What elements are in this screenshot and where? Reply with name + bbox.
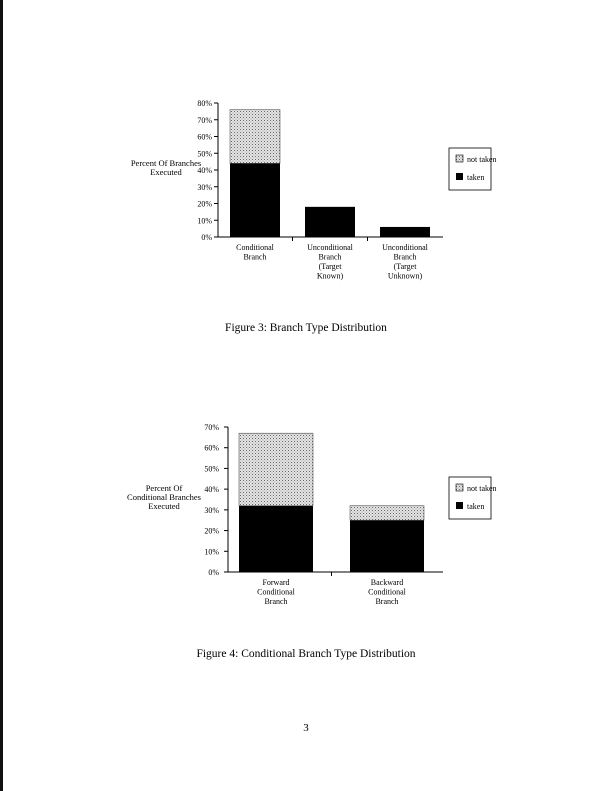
chart2-y-tick-label: 10% — [204, 547, 219, 557]
chart1-bar-not-taken — [230, 110, 280, 164]
chart2-y-tick-label: 0% — [208, 568, 219, 577]
chart1-category-label: Unknown) — [387, 271, 423, 281]
chart1-category-label: (Target — [393, 262, 417, 271]
chart1-category-label: Unconditional — [382, 243, 428, 252]
chart2-category-label: Backward — [370, 578, 404, 587]
chart1-y-tick-label: 70% — [197, 115, 212, 125]
chart2-y-axis-label: Percent Of — [145, 483, 183, 493]
chart2-y-axis-label: Executed — [148, 501, 180, 511]
chart2-category-label: Forward — [262, 578, 290, 587]
chart1-legend-swatch-taken — [456, 173, 463, 180]
chart2-bar-taken — [350, 520, 424, 572]
chart1-legend-swatch-not-taken — [456, 155, 463, 162]
chart1-bar-taken — [230, 163, 280, 237]
chart1-legend-label-taken: taken — [467, 173, 485, 182]
chart1-y-tick-label: 20% — [197, 199, 212, 209]
figure-3-caption: Figure 3: Branch Type Distribution — [225, 322, 387, 334]
chart1-y-tick-label: 10% — [197, 216, 212, 226]
chart1-bar-taken — [305, 207, 355, 237]
chart2-legend-label-not-taken: not taken — [467, 484, 497, 493]
chart2-category-label: Conditional — [368, 587, 406, 597]
chart2-y-tick-label: 60% — [204, 443, 219, 453]
chart1-category-label: Branch — [393, 252, 417, 262]
chart1-bar-taken — [380, 227, 430, 237]
chart1-y-tick-label: 30% — [197, 182, 212, 192]
chart2-y-tick-label: 30% — [204, 505, 219, 515]
chart2-y-tick-label: 20% — [204, 526, 219, 536]
chart2-y-tick-label: 70% — [204, 423, 219, 432]
chart1-y-tick-label: 50% — [197, 149, 212, 159]
chart2-legend-swatch-not-taken — [456, 484, 463, 491]
chart2-bar-not-taken — [239, 433, 313, 506]
chart2-bar-taken — [239, 506, 313, 572]
chart1-category-label: Branch — [318, 252, 342, 262]
chart1-y-axis-label: Executed — [150, 167, 182, 177]
chart1-category-label: Conditional — [236, 243, 274, 252]
chart1-y-tick-label: 40% — [197, 166, 212, 175]
figure-4-caption: Figure 4: Conditional Branch Type Distribution — [196, 648, 416, 660]
chart1-category-label: Known) — [316, 271, 344, 281]
chart1-category-label: Branch — [243, 252, 267, 262]
chart1-y-tick-label: 0% — [201, 233, 212, 242]
chart1-y-tick-label: 80% — [197, 99, 212, 108]
chart1-y-axis-label: Percent Of Branches — [130, 158, 202, 168]
chart1-y-tick-label: 60% — [197, 132, 212, 142]
chart2-bar-not-taken — [350, 506, 424, 521]
chart2-legend-label-taken: taken — [467, 502, 485, 511]
chart1-category-label: Unconditional — [307, 243, 353, 252]
chart1-category-label: (Target — [318, 262, 342, 271]
chart2-category-label: Branch — [375, 597, 399, 606]
chart2-y-tick-label: 50% — [204, 464, 219, 474]
chart2-legend-swatch-taken — [456, 502, 463, 509]
chart1-legend-label-not-taken: not taken — [467, 155, 497, 164]
chart2-category-label: Conditional — [257, 587, 295, 597]
chart2-y-axis-label: Conditional Branches — [127, 492, 201, 502]
chart2-category-label: Branch — [264, 597, 288, 606]
chart2-y-tick-label: 40% — [204, 485, 219, 495]
page-number: 3 — [303, 722, 309, 734]
